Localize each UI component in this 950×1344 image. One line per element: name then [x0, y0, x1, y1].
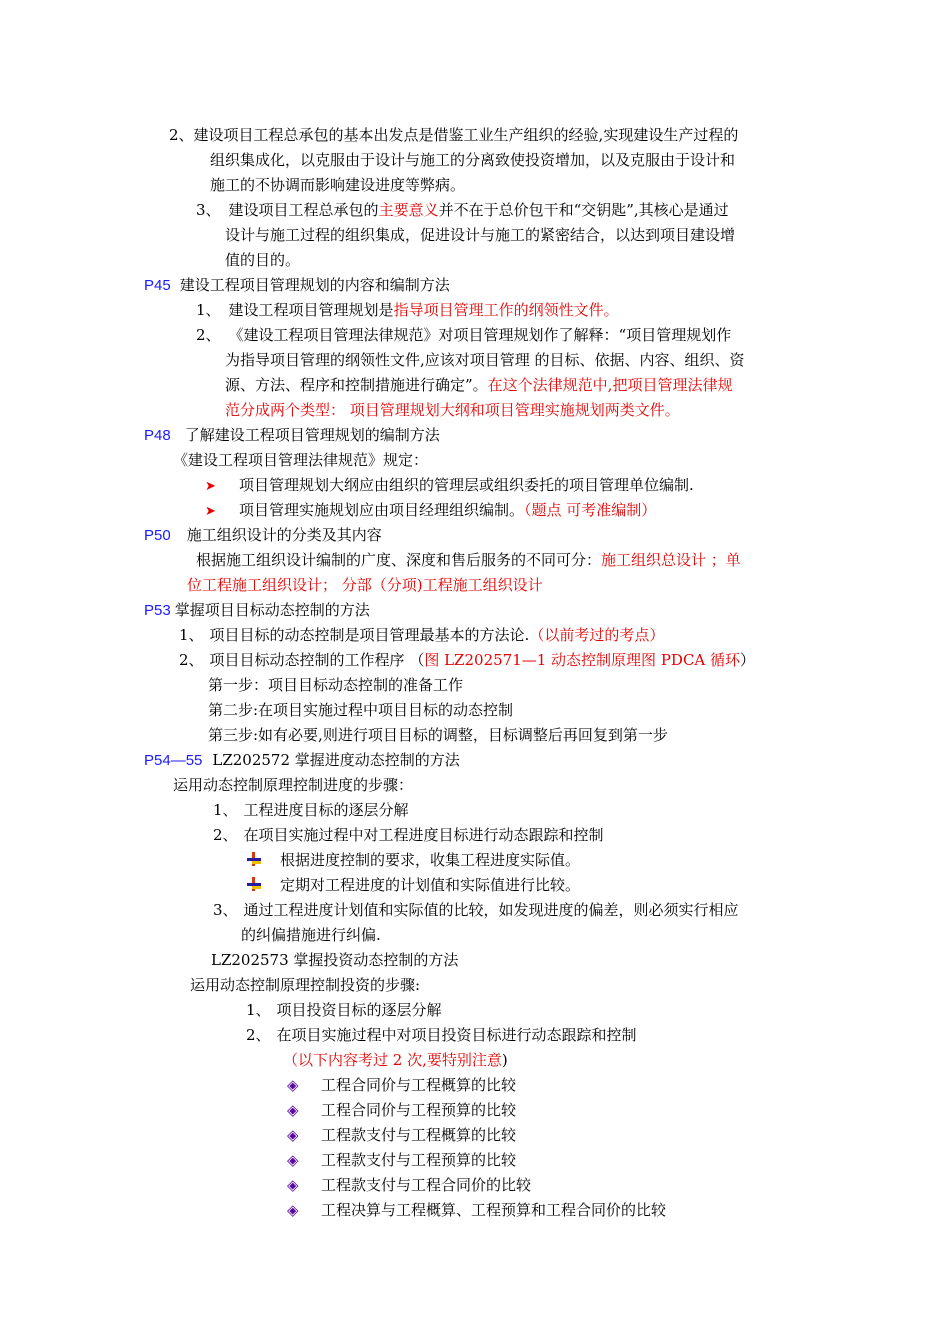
highlight-text: 图 LZ202571—1 动态控制原理图 PDCA 循环 [424, 651, 741, 669]
text-run: 在项目实施过程中对工程进度目标进行动态跟踪和控制 [243, 826, 604, 844]
section-title: 掌握项目目标动态控制的方法 [174, 601, 370, 619]
text-run: 工程款支付与工程概算的比较 [321, 1126, 517, 1144]
sub-bullet-text: 根据进度控制的要求，收集工程进度实际值。 [280, 851, 581, 869]
diamond-bullet-item [287, 1175, 531, 1195]
text-run: 工程合同价与工程预算的比较 [321, 1101, 517, 1119]
paragraph-line: 《建设工程项目管理法律规范》规定： [173, 451, 429, 469]
paragraph-line [225, 375, 732, 395]
highlight-text: （以下内容考过 2 次,要特别注意 [283, 1051, 502, 1069]
page-ref: P50 [144, 527, 171, 544]
paragraph-line: 运用动态控制原理控制投资的步骤: [190, 976, 421, 994]
page-ref: P53 [144, 602, 171, 619]
step-line: 第二步:在项目实施过程中项目目标的动态控制 [208, 701, 514, 719]
section-heading [144, 425, 440, 445]
diamond-bullet-icon: ◈ [287, 1176, 299, 1194]
page-ref: P45 [144, 277, 171, 294]
paragraph-line: 值的目的。 [225, 251, 301, 269]
plus-bullet-icon [247, 852, 261, 866]
paragraph-line: 运用动态控制原理控制进度的步骤： [173, 776, 414, 794]
text-run: 项目管理实施规划应由项目经理组织编制。 [239, 501, 525, 519]
text-run: 项目投资目标的逐层分解 [276, 1001, 442, 1019]
section-heading: LZ202573 掌握投资动态控制的方法 [211, 951, 459, 969]
highlight-text: （以前考过的考点） [529, 626, 665, 644]
paragraph-line: 2、建设项目工程总承包的基本出发点是借鉴工业生产组织的经验,实现建设生产过程的 [169, 126, 739, 144]
plus-bullet-icon [247, 877, 261, 891]
list-number: 2、 [213, 826, 238, 844]
list-number: 1、 [213, 801, 238, 819]
diamond-bullet-icon: ◈ [287, 1201, 299, 1219]
note-line [283, 1050, 508, 1070]
arrow-bullet-icon: ➤ [205, 479, 216, 494]
list-number: 2、 [246, 1026, 271, 1044]
list-number: 2、 [179, 651, 204, 669]
diamond-bullet-item [287, 1125, 516, 1145]
diamond-bullet-item [287, 1100, 516, 1120]
list-item [196, 325, 731, 345]
text-run: 通过工程进度计划值和实际值的比较，如发现进度的偏差，则必须实行相应 [243, 901, 739, 919]
text-run: 工程款支付与工程预算的比较 [321, 1151, 517, 1169]
text-run: 建设工程项目管理规划是 [228, 301, 394, 319]
highlight-text: 施工组织总设计 ；单 [601, 551, 741, 569]
text-run: ） [740, 651, 756, 669]
section-title: 了解建设工程项目管理规划的编制方法 [184, 426, 440, 444]
list-number: 2、 [196, 326, 221, 344]
section-title: 建设工程项目管理规划的内容和编制方法 [179, 276, 450, 294]
list-number: 1、 [246, 1001, 271, 1019]
section-heading [144, 275, 450, 295]
bullet-item [205, 475, 694, 495]
text-run: 项目目标的动态控制是项目管理最基本的方法论. [209, 626, 530, 644]
paragraph-line: 的纠偏措施进行纠偏. [241, 926, 381, 944]
list-number: 3、 [213, 901, 238, 919]
highlight-text: 主要意义 [378, 201, 439, 219]
text-run: 工程决算与工程概算、工程预算和工程合同价的比较 [321, 1201, 667, 1219]
paragraph-line: 施工的不协调而影响建设进度等弊病。 [210, 176, 466, 194]
list-item [196, 300, 619, 320]
section-heading [144, 600, 370, 620]
sub-bullet-text: 定期对工程进度的计划值和实际值进行比较。 [280, 876, 581, 894]
arrow-bullet-icon: ➤ [205, 504, 216, 519]
section-heading [144, 750, 460, 770]
text-run: 《建设工程项目管理法律规范》对项目管理规划作了解释：“项目管理规划作 [228, 326, 732, 344]
page-ref: P54—55 [144, 752, 203, 769]
highlight-text: 指导项目管理工作的纲领性文件。 [393, 301, 619, 319]
list-item [213, 825, 604, 845]
text-run: ) [501, 1051, 508, 1069]
step-line: 第一步：项目目标动态控制的准备工作 [208, 676, 464, 694]
list-number: 1、 [196, 301, 221, 319]
text-run: 项目目标动态控制的工作程序 （ [209, 651, 425, 669]
text-run: 工程合同价与工程概算的比较 [321, 1076, 517, 1094]
section-heading [144, 525, 382, 545]
diamond-bullet-item [287, 1200, 666, 1220]
diamond-bullet-item [287, 1150, 516, 1170]
list-item [246, 1025, 637, 1045]
text-run: 项目管理规划大纲应由组织的管理层或组织委托的项目管理单位编制. [239, 476, 694, 494]
paragraph-line [196, 550, 741, 570]
list-item [213, 800, 409, 820]
section-title: 施工组织设计的分类及其内容 [186, 526, 382, 544]
text-run: 建设项目工程总承包的 [228, 201, 379, 219]
list-item [213, 900, 739, 920]
highlight-text: （题点 可考准编制） [524, 501, 657, 519]
text-run: 在项目实施过程中对项目投资目标进行动态跟踪和控制 [276, 1026, 637, 1044]
text-run: 并不在于总价包干和“交钥匙”,其核心是通过 [438, 201, 729, 219]
diamond-bullet-item [287, 1075, 516, 1095]
list-number: 3、 [196, 201, 221, 219]
list-item [179, 625, 664, 645]
text-run: 工程进度目标的逐层分解 [243, 801, 409, 819]
diamond-bullet-icon: ◈ [287, 1101, 299, 1119]
list-item [246, 1000, 442, 1020]
page-ref: P48 [144, 427, 171, 444]
paragraph-line: 为指导项目管理的纲领性文件,应该对项目管理 的目标、依据、内容、组织、资 [225, 351, 745, 369]
highlight-text: 范分成两个类型： 项目管理规划大纲和项目管理实施规划两类文件。 [225, 401, 680, 419]
step-line: 第三步:如有必要,则进行项目目标的调整，目标调整后再回复到第一步 [208, 726, 668, 744]
paragraph-line [196, 200, 729, 220]
paragraph-line: 设计与施工过程的组织集成，促进设计与施工的紧密结合，以达到项目建设增 [225, 226, 736, 244]
paragraph-line: 组织集成化，以克服由于设计与施工的分离致使投资增加，以及克服由于设计和 [210, 151, 736, 169]
text-run: 根据施工组织设计编制的广度、深度和售后服务的不同可分： [196, 551, 602, 569]
list-number: 1、 [179, 626, 204, 644]
diamond-bullet-icon: ◈ [287, 1076, 299, 1094]
diamond-bullet-icon: ◈ [287, 1151, 299, 1169]
list-item [179, 650, 755, 670]
text-run: 源、方法、程序和控制措施进行确定”。 [225, 376, 488, 394]
section-title: LZ202572 掌握进度动态控制的方法 [212, 751, 460, 769]
highlight-text: 位工程施工组织设计； 分部（分项)工程施工组织设计 [187, 576, 543, 594]
highlight-text: 在这个法律规范中,把项目管理法律规 [487, 376, 733, 394]
bullet-item [205, 500, 656, 520]
text-run: 工程款支付与工程合同价的比较 [321, 1176, 532, 1194]
diamond-bullet-icon: ◈ [287, 1126, 299, 1144]
